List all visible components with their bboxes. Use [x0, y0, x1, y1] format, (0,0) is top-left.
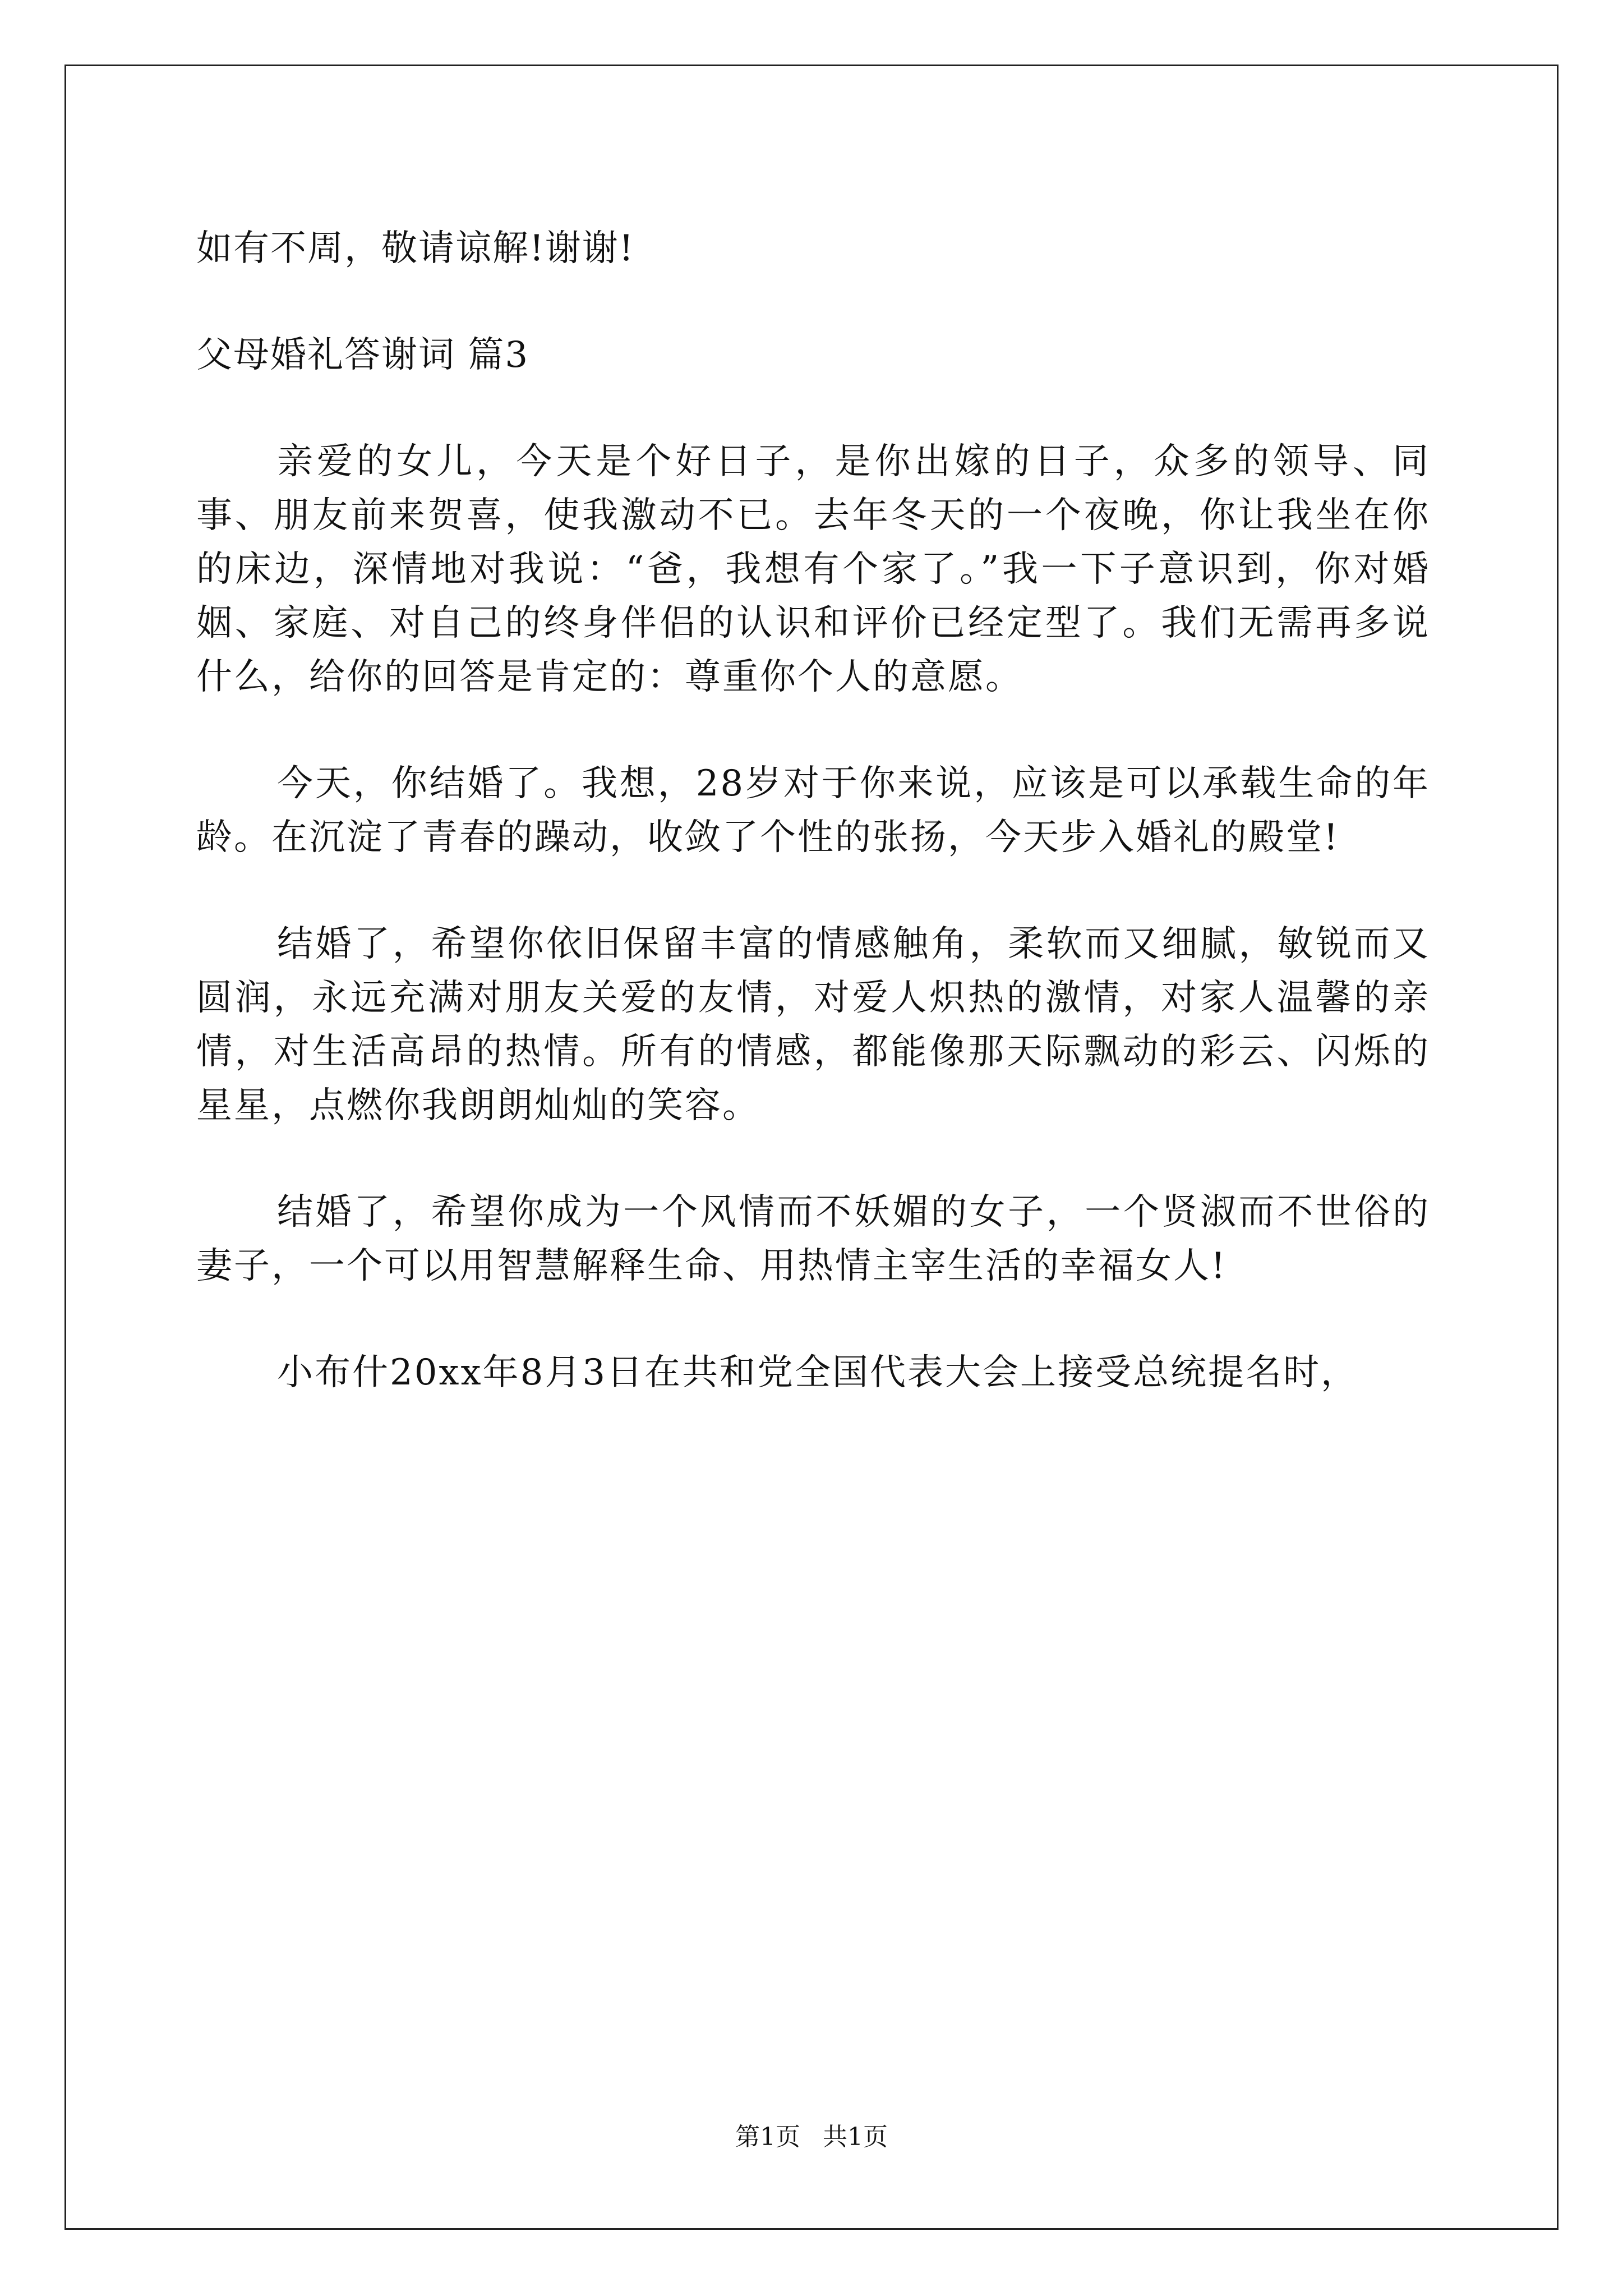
paragraph: 今天，你结婚了。我想，28岁对于你来说，应该是可以承载生命的年龄。在沉淀了青春的躁动，收敛了个性的张扬，今天步入婚礼的殿堂!: [196, 763, 1430, 858]
page-footer: [0, 2120, 1623, 2154]
opening-line: 如有不周，敬请谅解!谢谢!: [196, 228, 635, 269]
section-heading: 父母婚礼答谢词 篇3: [196, 334, 529, 376]
document-body: [196, 222, 1430, 1400]
paragraph: 亲爱的女儿，今天是个好日子，是你出嫁的日子，众多的领导、同事、朋友前来贺喜，使我激动不已。去年冬天的一个夜晚，你让我坐在你的床边，深情地对我说：“爸，我想有个家了。”我一下子意识到，你对婚姻、家庭、对自己的终身伴侣的认识和评价已经定型了。我们无需再多说什么，给你的回答是肯定的：尊重你个人的意愿。: [196, 441, 1430, 698]
paragraph: 结婚了，希望你成为一个风情而不妖媚的女子，一个贤淑而不世俗的妻子，一个可以用智慧解释生命、用热情主宰生活的幸福女人!: [196, 1191, 1430, 1287]
page-number: 第1页: [735, 2123, 800, 2151]
page-total: 共1页: [823, 2123, 888, 2151]
paragraph: 小布什20xx年8月3日在共和党全国代表大会上接受总统提名时，: [277, 1352, 1359, 1393]
paragraph: 结婚了，希望你依旧保留丰富的情感触角，柔软而又细腻，敏锐而又圆润，永远充满对朋友关爱的友情，对爱人炽热的激情，对家人温馨的亲情，对生活高昂的热情。所有的情感，都能像那天际飘动的彩云、闪烁的星星，点燃你我朗朗灿灿的笑容。: [196, 923, 1430, 1126]
